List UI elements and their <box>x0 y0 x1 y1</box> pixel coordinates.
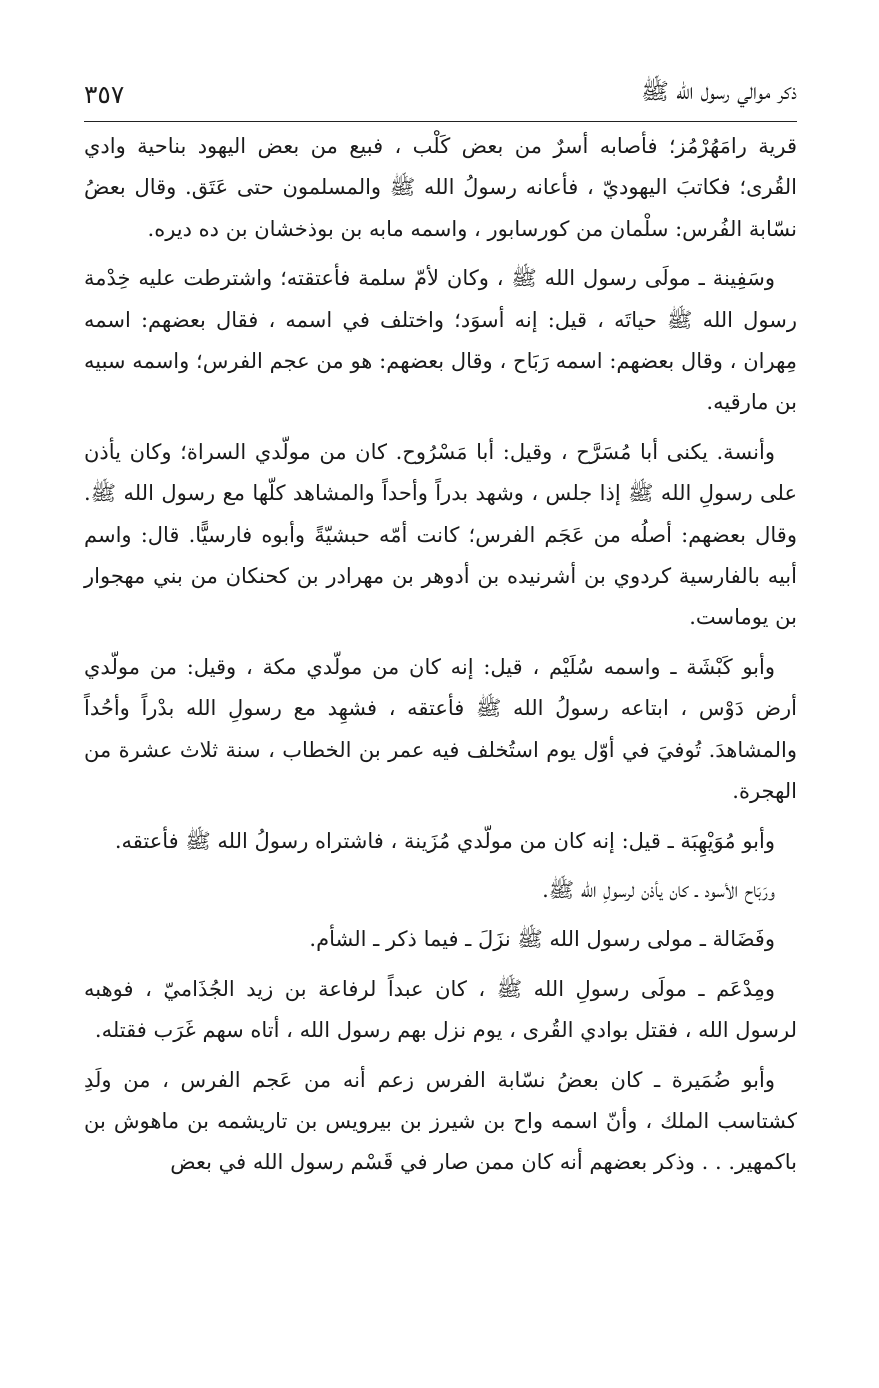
header-title: ذكر موالي رسول الله ﷺ <box>641 79 797 105</box>
paragraph: ومِدْعَم ـ مولَى رسولِ الله ﷺ ، كان عبداً لرفاعة بن زيد الجُذَاميّ ، فوهبه لرسول الله ، فقتل بوادي القُرى ، يوم نزل بهم رسول الله ، أتاه سهم غَرَب فقتله. <box>84 976 797 1043</box>
paragraph: ورَبَاح الأسود ـ كان يأذن لرسولِ الله ﷺ. <box>542 877 775 902</box>
paragraph: وأنسة. يكنى أبا مُسَرَّح ، وقيل: أبا مَسْرُوح. كان من مولّدي السراة؛ وكان يأذن على رسولِ الله ﷺ إذا جلس ، وشهد بدراً وأحداً والمشاهد كلّها مع رسول الله ﷺ. وقال بعضهم: أصلُه من عَجَم الفرس؛ كانت أمّه حبشيّةً وأبوه فارسيًّا. قال: واسم أبيه بالفارسية كردوي بن أشرنيده بن أدوهر بن مهرادر بن كحنكان من بني مهجوار بن يوماست. <box>84 439 797 630</box>
paragraph: وسَفِينة ـ مولَى رسول الله ﷺ ، وكان لأمّ سلمة فأعتقته؛ واشترطت عليه خِدْمة رسول الله ﷺ حياتَه ، قيل: إنه أسوَد؛ واختلف في اسمه ، فقال بعضهم: اسمه مِهران ، وقال بعضهم: اسمه رَبَاح ، وقال بعضهم: هو من عجم الفرس؛ واسمه سبيه بن مارقيه. <box>84 266 797 415</box>
page-number: ٣٥٧ <box>84 79 125 109</box>
paragraph: وفَضَالة ـ مولى رسول الله ﷺ نزَلَ ـ فيما ذكر ـ الشأم. <box>309 927 775 952</box>
paragraph: وأبو مُوَيْهِبَة ـ قيل: إنه كان من مولّدي مُزَينة ، فاشتراه رسولُ الله ﷺ فأعتقه. <box>114 828 775 853</box>
paragraph: وأبو ضُمَيرة ـ كان بعضُ نسّابة الفرس زعم أنه من عَجم الفرس ، من ولَدِ كشتاسب الملك ، وأنّ اسمه واح بن شيرز بن بيرويس بن تاريشمه بن ماهوش بن باكمهير. . . وذكر بعضهم أنه كان ممن صار في قَسْم رسول الله في بعض <box>84 1067 797 1175</box>
header-rule <box>84 121 797 122</box>
paragraph: وأبو كَبْشَة ـ واسمه سُلَيْم ، قيل: إنه كان من مولّدي مكة ، وقيل: من مولّدي أرض دَوْس ، ابتاعه رسولُ الله ﷺ فأعتقه ، فشهِد مع رسولِ الله بدْراً وأحُداً والمشاهدَ. تُوفيَ في أوّل يوم استُخلف فيه عمر بن الخطاب ، سنة ثلاث عشرة من الهجرة. <box>84 654 797 804</box>
paragraph: قرية رامَهُرْمُز؛ فأصابه أسرٌ من بعض كَلْب ، فبيع من بعض اليهود بناحية وادي القُرى؛ فكاتبَ اليهوديّ ، فأعانه رسولُ الله ﷺ والمسلمون حتى عَتَق. وقال بعضُ نسّابة الفُرس: سلْمان من كورسابور ، واسمه مابه بن بوذخشان بن ده ديره. <box>84 134 797 241</box>
body-text <box>84 126 797 1192</box>
running-header <box>84 72 797 116</box>
